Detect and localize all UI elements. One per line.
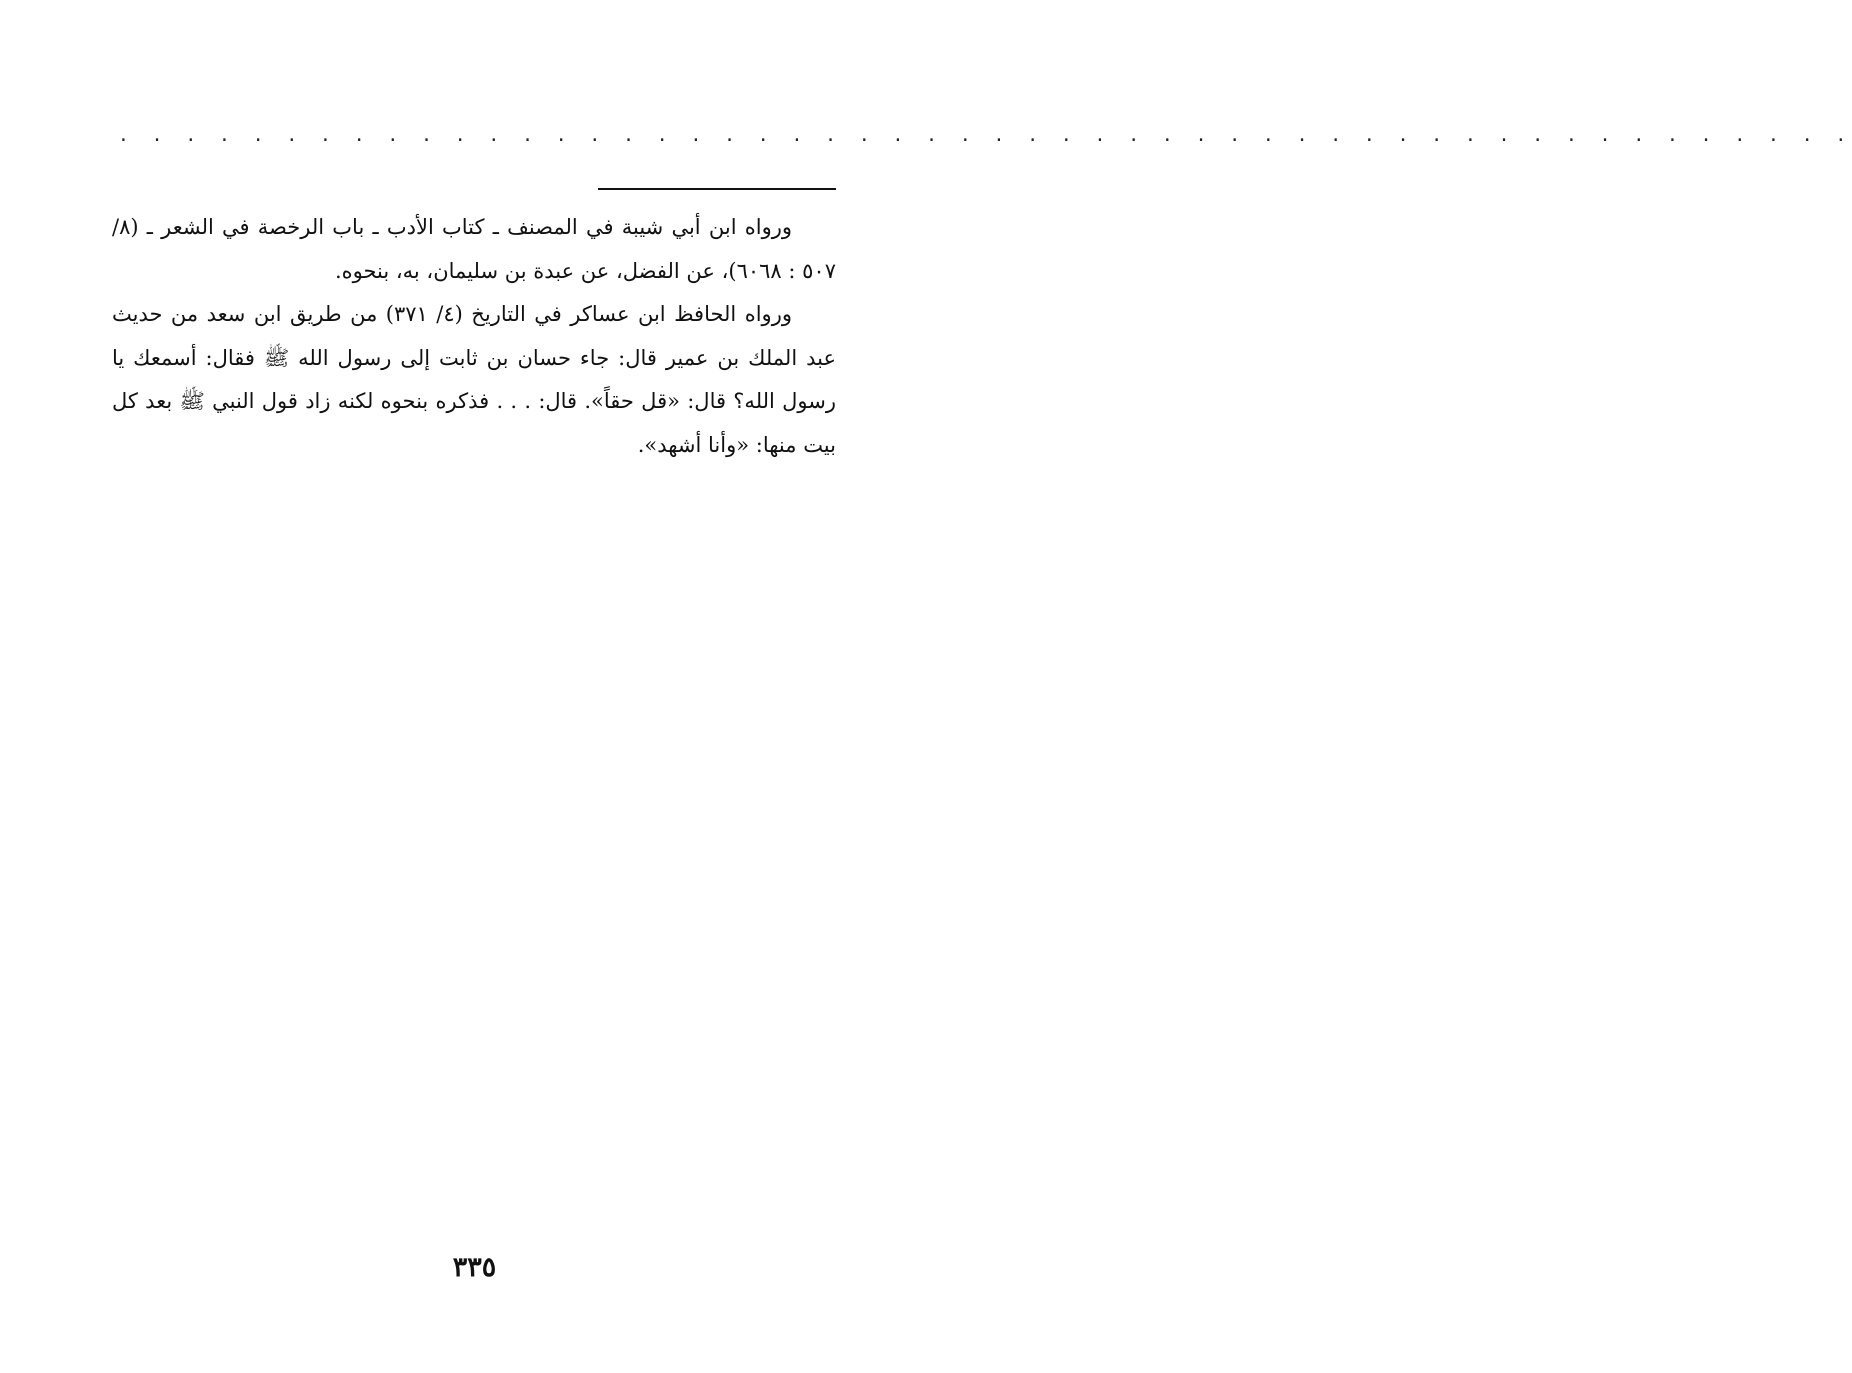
page-number: ٣٣٥ [452, 1252, 497, 1283]
paragraph-ibn-asakir: ورواه الحافظ ابن عساكر في التاريخ (٤/ ٣٧١) من طريق ابن سعد من حديث عبد الملك بن عمير قال: جاء حسان بن ثابت إلى رسول الله ﷺ فقال: أسمعك يا رسول الله؟ قال: «قل حقاً». قال: . . . فذكره بنحوه لكنه زاد قول النبي ﷺ بعد كل بيت منها: «وأنا أشهد». [112, 302, 836, 457]
paragraph-ibn-abi-shaybah: ورواه ابن أبي شيبة في المصنف ـ كتاب الأدب ـ باب الرخصة في الشعر ـ (٨/ ٥٠٧ : ٦٠٦٨)، عن الفضل، عن عبدة بن سليمان، به، بنحوه. [112, 215, 836, 283]
footnote-rule [598, 188, 836, 190]
dotted-separator: . . . . . . . . . . . . . . . . . . . . . . . . . . . . . . . . . . . . . . . . . . . . . . . . . . . . [118, 125, 1852, 146]
footnote-text [112, 206, 836, 467]
